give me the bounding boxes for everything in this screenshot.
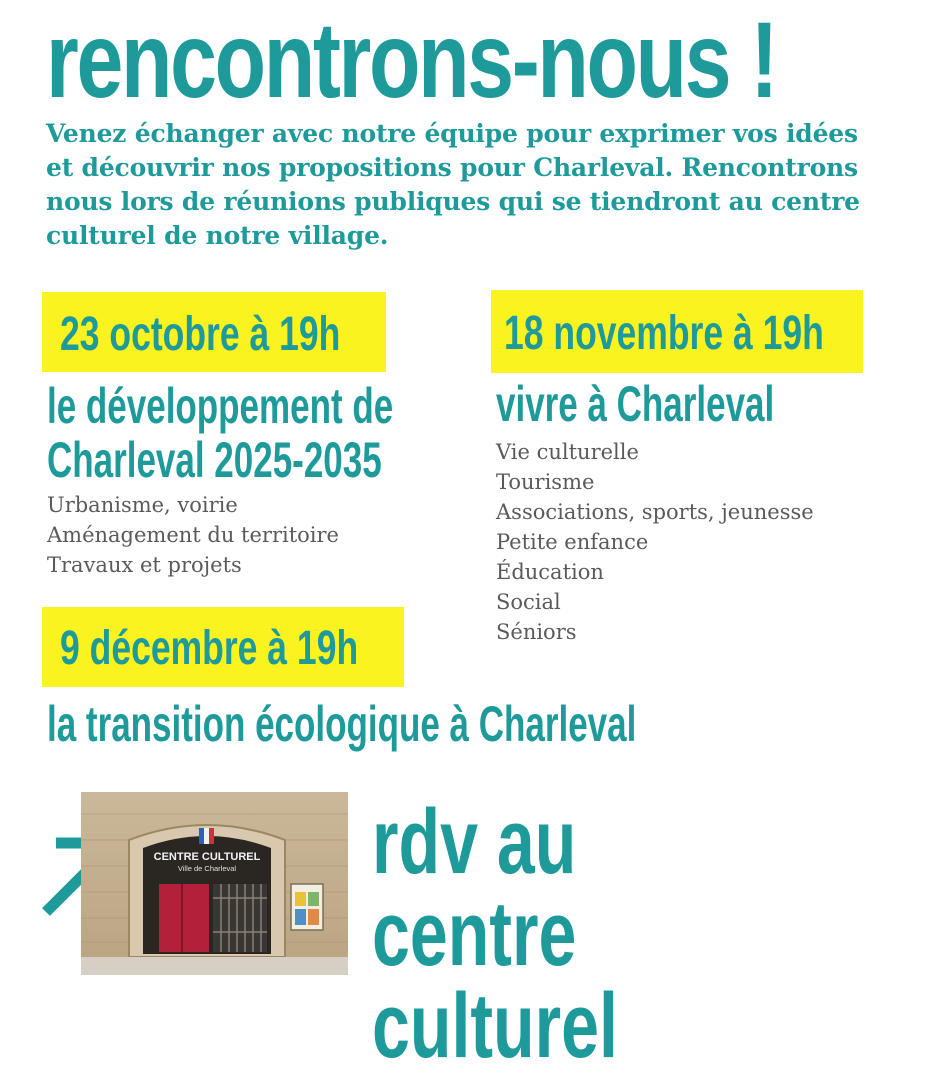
topic-item: Vie culturelle: [496, 440, 639, 464]
topic-item: Social: [496, 590, 561, 614]
rdv-heading: [372, 791, 788, 1077]
intro-text: Venez échanger avec notre équipe pour exprimer vos idées et découvrir nos propositions pour Charleval. Rencontrons nous lors de réunions publiques qui se tiendront au centre culturel de notre village.: [46, 119, 860, 250]
meeting-theme: vivre à Charleval: [496, 376, 775, 432]
rdv-line-2: culturel: [372, 975, 618, 1077]
page-title: rencontrons-nous !: [46, 0, 777, 120]
topic-item: Aménagement du territoire: [47, 523, 339, 547]
sign-subtitle: Ville de Charleval: [177, 864, 237, 873]
meeting-date: 9 décembre à 19h: [60, 622, 359, 675]
topic-item: Séniors: [496, 620, 577, 644]
topic-item: Urbanisme, voirie: [47, 493, 238, 517]
rdv-line-1: rdv au centre: [372, 791, 577, 985]
topic-list: [47, 490, 339, 580]
topic-item: Tourisme: [496, 470, 595, 494]
meeting-theme: le développement de: [47, 378, 394, 434]
sign-title: CENTRE CULTUREL: [153, 851, 261, 863]
topic-item: Éducation: [496, 560, 604, 584]
meeting-theme: la transition écologique à Charleval: [47, 696, 637, 752]
topic-list: [496, 437, 814, 647]
meeting-date: 18 novembre à 19h: [504, 307, 824, 360]
topic-item: Associations, sports, jeunesse: [496, 500, 814, 524]
meeting-date: 23 octobre à 19h: [60, 308, 341, 361]
topic-item: Petite enfance: [496, 530, 649, 554]
centre-culturel-photo: [81, 792, 348, 975]
topic-item: Travaux et projets: [47, 553, 242, 577]
meeting-theme-line2: Charleval 2025-2035: [47, 432, 382, 488]
